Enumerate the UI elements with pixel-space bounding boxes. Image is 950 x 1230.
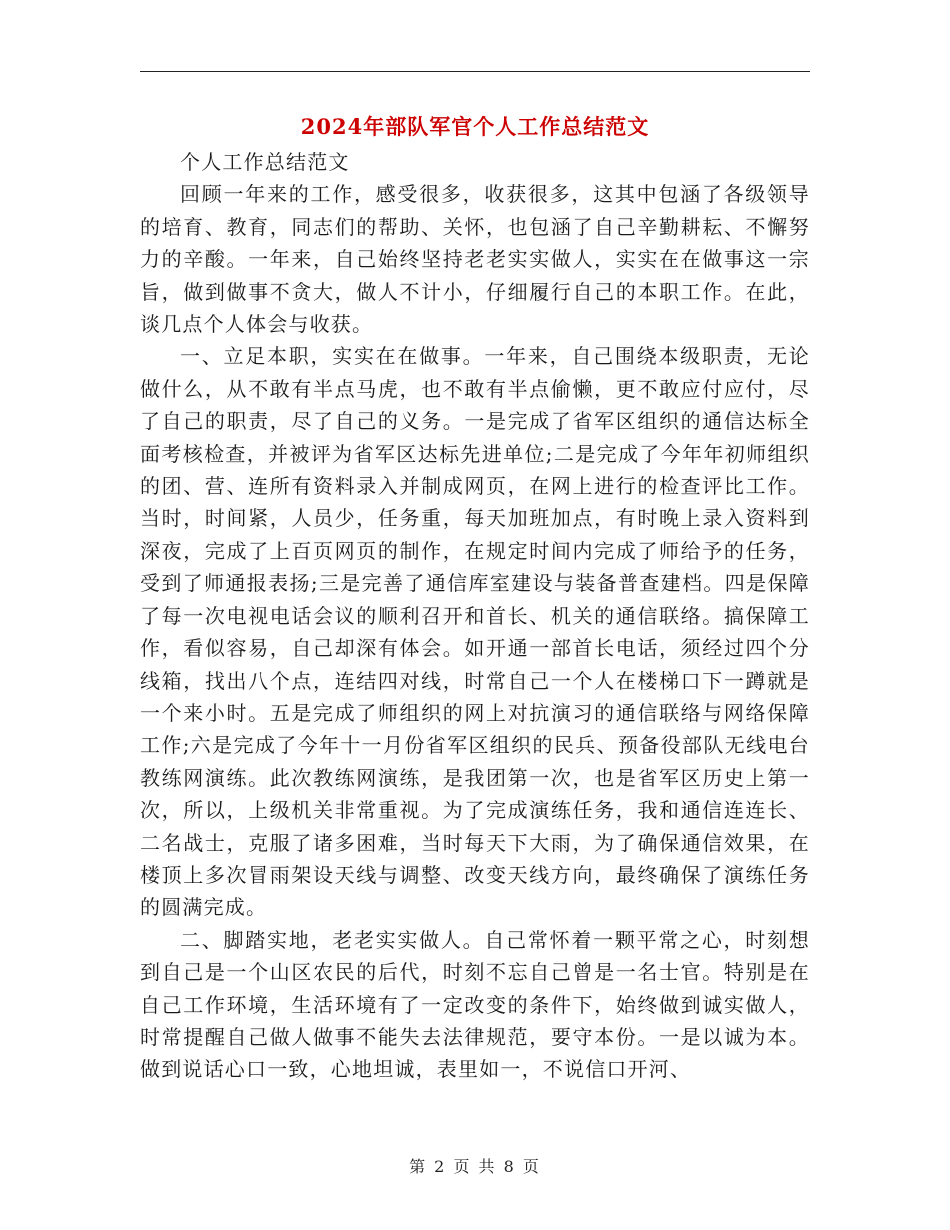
document-body [140,146,810,1086]
document-title: 2024年部队军官个人工作总结范文 [300,114,650,139]
paragraph-intro: 回顾一年来的工作，感受很多，收获很多，这其中包涵了各级领导的培育、教育，同志们的帮助、关怀，也包涵了自己辛勤耕耘、不懈努力的辛酸。一年来，自己始终坚持老老实实做人，实实在在做事这一宗旨，做到做事不贪大，做人不计小，仔细履行自己的本职工作。在此，谈几点个人体会与收获。 [140,182,810,337]
document-subtitle: 个人工作总结范文 [180,150,350,174]
paragraph-section-one: 一、立足本职，实实在在做事。一年来，自己围绕本级职责，无论做什么，从不敢有半点马虎，也不敢有半点偷懒，更不敢应付应付，尽了自己的职责，尽了自己的义务。一是完成了省军区组织的通信达标全面考核检查，并被评为省军区达标先进单位;二是完成了今年年初师组织的团、营、连所有资料录入并制成网页，在网上进行的检查评比工作。当时，时间紧，人员少，任务重，每天加班加点，有时晚上录入资料到深夜，完成了上百页网页的制作，在规定时间内完成了师给予的任务，受到了师通报表扬;三是完善了通信库室建设与装备普查建档。四是保障了每一次电视电话会议的顺利召开和首长、机关的通信联络。搞保障工作，看似容易，自己却深有体会。如开通一部首长电话，须经过四个分线箱，找出八个点，连结四对线，时常自己一个人在楼梯口下一蹲就是一个来小时。五是完成了师组织的网上对抗演习的通信联络与网络保障工作;六是完成了今年十一月份省军区组织的民兵、预备役部队无线电台教练网演练。此次教练网演练，是我团第一次，也是省军区历史上第一次，所以，上级机关非常重视。为了完成演练任务，我和通信连连长、二名战士，克服了诸多困难，当时每天下大雨，为了确保通信效果，在楼顶上多次冒雨架设天线与调整、改变天线方向，最终确保了演练任务的圆满完成。 [140,344,810,920]
header-rule [140,71,810,72]
paragraph-section-two: 二、脚踏实地，老老实实做人。自己常怀着一颗平常之心，时刻想到自己是一个山区农民的后代，时刻不忘自己曾是一名士官。特别是在自己工作环境，生活环境有了一定改变的条件下，始终做到诚实做人，时常提醒自己做人做事不能失去法律规范，要守本份。一是以诚为本。做到说话心口一致，心地坦诚，表里如一，不说信口开河、 [140,927,810,1082]
page-number: 第 2 页 共 8 页 [409,1157,541,1176]
